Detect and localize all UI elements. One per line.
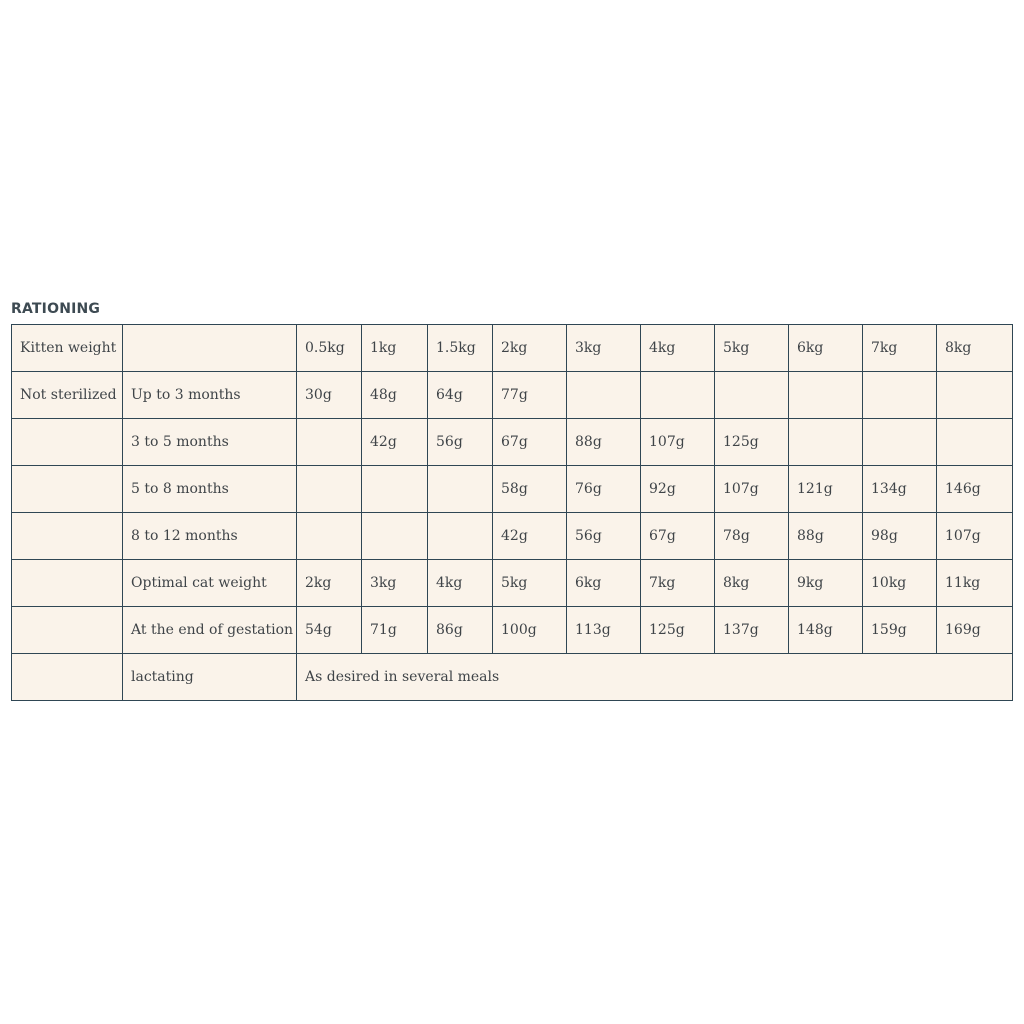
table-cell: 42g <box>362 419 428 466</box>
table-cell: 78g <box>715 513 789 560</box>
table-cell: Up to 3 months <box>123 372 297 419</box>
table-cell: 88g <box>567 419 641 466</box>
table-cell: 6kg <box>567 560 641 607</box>
table-cell: 107g <box>641 419 715 466</box>
table-cell: 148g <box>789 607 863 654</box>
table-cell: Kitten weight <box>12 325 123 372</box>
table-cell: 3kg <box>362 560 428 607</box>
table-cell-lactating-blank <box>12 654 123 701</box>
table-cell: 7kg <box>641 560 715 607</box>
section-title: RATIONING <box>11 301 101 317</box>
table-row <box>12 372 1013 419</box>
table-cell <box>428 513 493 560</box>
table-cell <box>641 372 715 419</box>
table-cell: 125g <box>641 607 715 654</box>
table-cell: 107g <box>937 513 1013 560</box>
table-cell: Not sterilized <box>12 372 123 419</box>
table-cell: 0.5kg <box>297 325 362 372</box>
table-cell <box>789 372 863 419</box>
table-cell <box>12 607 123 654</box>
table-cell: 42g <box>493 513 567 560</box>
table-cell <box>863 419 937 466</box>
table-cell: 125g <box>715 419 789 466</box>
table-cell <box>12 513 123 560</box>
table-cell: 86g <box>428 607 493 654</box>
table-cell: 48g <box>362 372 428 419</box>
table-cell: 4kg <box>641 325 715 372</box>
table-cell <box>937 372 1013 419</box>
table-cell <box>12 560 123 607</box>
table-cell: 1kg <box>362 325 428 372</box>
table-cell: 30g <box>297 372 362 419</box>
table-cell <box>937 419 1013 466</box>
table-cell: 71g <box>362 607 428 654</box>
table-cell: 92g <box>641 466 715 513</box>
table-cell <box>362 513 428 560</box>
table-cell: 6kg <box>789 325 863 372</box>
table-cell: 113g <box>567 607 641 654</box>
table-cell: 2kg <box>493 325 567 372</box>
table-cell <box>715 372 789 419</box>
table-cell: 8kg <box>715 560 789 607</box>
table-cell: 3 to 5 months <box>123 419 297 466</box>
table-row <box>12 466 1013 513</box>
table-cell: 64g <box>428 372 493 419</box>
table-cell: 67g <box>493 419 567 466</box>
table-cell: 56g <box>428 419 493 466</box>
table-cell: 7kg <box>863 325 937 372</box>
table-cell: 54g <box>297 607 362 654</box>
table-cell: 88g <box>789 513 863 560</box>
table-cell <box>297 466 362 513</box>
table-cell: 159g <box>863 607 937 654</box>
table-cell: 2kg <box>297 560 362 607</box>
table-cell: 1.5kg <box>428 325 493 372</box>
table-row <box>12 607 1013 654</box>
table-cell <box>428 466 493 513</box>
table-cell: 67g <box>641 513 715 560</box>
table-cell <box>12 419 123 466</box>
table-cell: 8 to 12 months <box>123 513 297 560</box>
table-cell: 58g <box>493 466 567 513</box>
table-cell: Optimal cat weight <box>123 560 297 607</box>
table-cell: 5 to 8 months <box>123 466 297 513</box>
table-cell <box>297 513 362 560</box>
table-row <box>12 560 1013 607</box>
table-cell: 8kg <box>937 325 1013 372</box>
table-cell <box>12 466 123 513</box>
table-cell: 76g <box>567 466 641 513</box>
table-cell <box>297 419 362 466</box>
table-cell: 77g <box>493 372 567 419</box>
table-cell: 56g <box>567 513 641 560</box>
table-cell: 9kg <box>789 560 863 607</box>
table-cell <box>863 372 937 419</box>
table-cell: 121g <box>789 466 863 513</box>
table-cell <box>123 325 297 372</box>
table-cell: 4kg <box>428 560 493 607</box>
table-cell: 98g <box>863 513 937 560</box>
table-cell-lactating-value: As desired in several meals <box>297 654 1013 701</box>
rationing-table <box>11 324 1013 701</box>
table-cell: 169g <box>937 607 1013 654</box>
table-cell: 10kg <box>863 560 937 607</box>
table-cell: At the end of gestation <box>123 607 297 654</box>
table-cell <box>362 466 428 513</box>
table-row <box>12 419 1013 466</box>
table-body <box>12 325 1013 701</box>
table-row <box>12 513 1013 560</box>
table-cell: 137g <box>715 607 789 654</box>
table-cell: 5kg <box>493 560 567 607</box>
table-row-lactating <box>12 654 1013 701</box>
table-cell: 107g <box>715 466 789 513</box>
table-cell: 134g <box>863 466 937 513</box>
table-cell: 100g <box>493 607 567 654</box>
table-cell: 3kg <box>567 325 641 372</box>
table-cell-lactating-label: lactating <box>123 654 297 701</box>
table-cell <box>789 419 863 466</box>
table-cell: 146g <box>937 466 1013 513</box>
table-cell: 11kg <box>937 560 1013 607</box>
table-cell: 5kg <box>715 325 789 372</box>
table-row <box>12 325 1013 372</box>
table-cell <box>567 372 641 419</box>
